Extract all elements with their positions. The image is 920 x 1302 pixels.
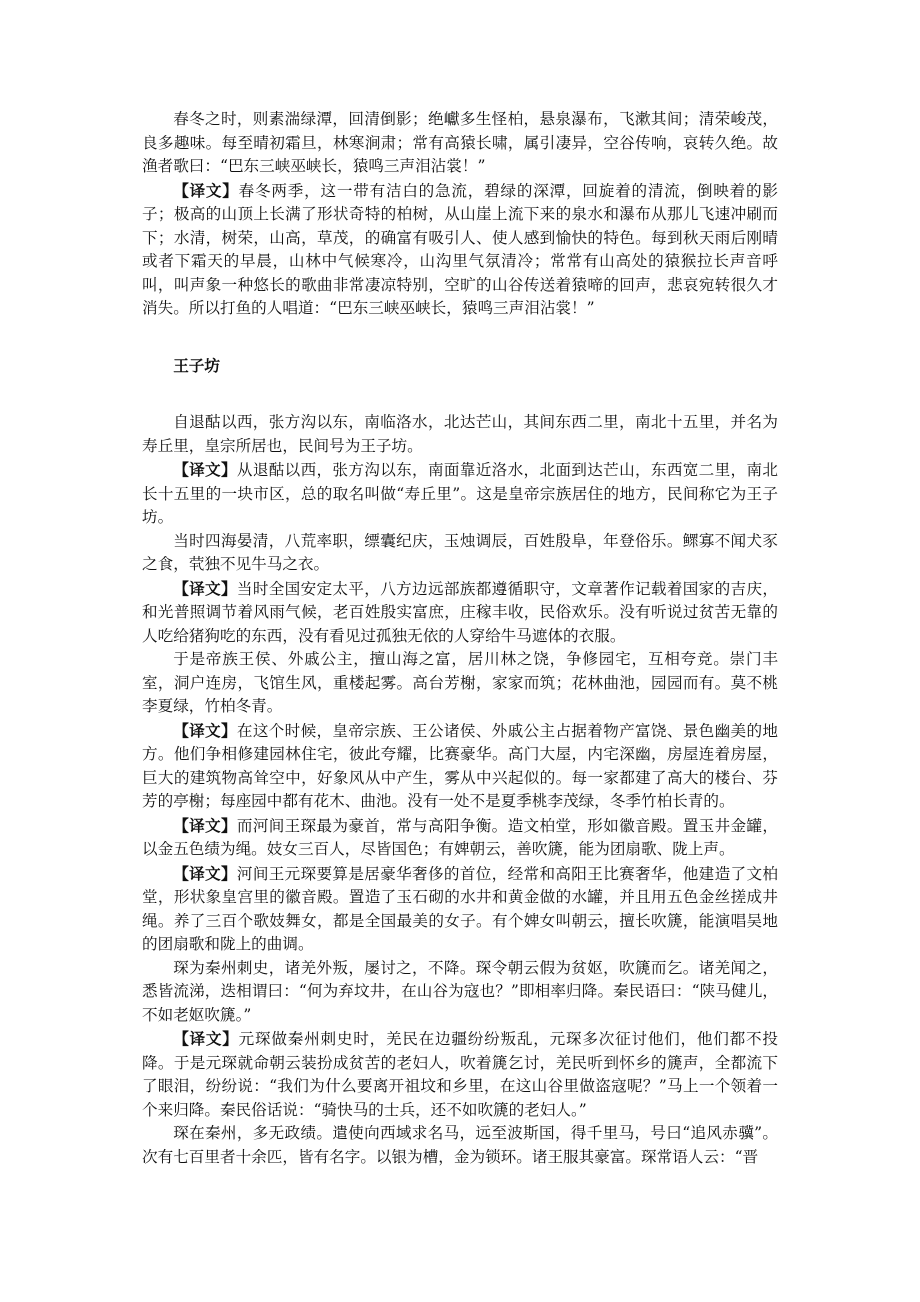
document-page	[142, 108, 778, 1298]
translation-label: 【译文】	[173, 180, 239, 200]
paragraph-translation	[142, 1027, 778, 1122]
paragraph-translation	[142, 458, 778, 530]
translation-label: 【译文】	[173, 720, 237, 740]
translation-label: 【译文】	[173, 460, 237, 479]
paragraph-translation	[142, 179, 778, 321]
paragraph-translation	[142, 814, 778, 862]
translation-label: 【译文】	[173, 578, 237, 598]
translation-text: 春冬两季，这一带有洁白的急流，碧绿的深潭，回旋着的清流，倒映着的影子；极高的山顶上长满了形状奇特的柏树，从山崖上流下来的泉水和瀑布从那儿飞速冲刷而下；水清，树荣，山高，草茂，的确富有吸引人、使人感到愉快的特色。每到秋天雨后刚晴或者下霜天的早晨，山林中气候寒冷，山沟里气氛清冷；常常有山高处的猿猴拉长声音呼叫，叫声象一种悠长的歌曲非常凄凉特别，空旷的山谷传送着猿啼的回声，悲哀宛转很久才消失。所以打鱼的人唱道：“巴东三峡巫峡长，猿鸣三声泪沾裳！”	[142, 181, 778, 317]
translation-label: 【译文】	[173, 1029, 239, 1048]
paragraph-original: 自退酤以西，张方沟以东，南临洛水，北达芒山，其间东西二里，南北十五里，并名为寿丘里，皇宗所居也，民间号为王子坊。	[142, 413, 778, 455]
paragraph-original: 于是帝族王侯、外戚公主，擅山海之富，居川林之饶，争修园宅，互相夸竞。崇门丰室，洞户连房，飞馆生风，重楼起雾。高台芳榭，家家而筑；花林曲池，园园而有。莫不桃李夏绿，竹柏冬青。	[142, 650, 778, 715]
paragraph-original: 琛为秦州刺史，诸羌外叛，屡讨之，不降。琛令朝云假为贫妪，吹篪而乞。诸羌闻之，悉皆流涕，迭相谓曰：“何为弃坟井，在山谷为寇也？”即相率归降。秦民语曰：“陕马健儿，不如老妪吹篪。”	[142, 958, 778, 1024]
paragraph-original: 琛在秦州，多无政绩。遣使向西域求名马，远至波斯国，得千里马，号曰“追风赤骥”。次有七百里者十余匹，皆有名字。以银为槽，金为锁环。诸王服其豪富。琛常语人云：“晋	[142, 1124, 778, 1166]
paragraph-original: 春冬之时，则素湍绿潭，回清倒影；绝巘多生怪柏，悬泉瀑布，飞漱其间；清荣峻茂，良多趣味。每至晴初霜旦，林寒涧肃；常有高猿长啸，属引凄异，空谷传响，哀转久绝。故渔者歌曰：“巴东三峡巫峡长，猿鸣三声泪沾裳！”	[142, 110, 778, 175]
translation-label: 【译文】	[173, 815, 237, 835]
translation-text: 当时全国安定太平，八方边远部族都遵循职守，文章著作记载着国家的吉庆，和光普照调节着风雨气候，老百姓殷实富庶，庄稼丰收，民俗欢乐。没有听说过贫苦无靠的人吃给猪狗吃的东西，没有看见过孤独无依的人穿给牛马遮体的衣服。	[142, 579, 778, 645]
translation-text: 而河间王琛最为豪首，常与高阳争衡。造文柏堂，形如徽音殿。置玉井金罐，以金五色绩为绳。妓女三百人，尽皆国色；有婢朝云，善吹篪，能为团扇歌、陇上声。	[142, 816, 778, 858]
translation-text: 在这个时候，皇帝宗族、王公诸侯、外戚公主占据着物产富饶、景色幽美的地方。他们争相修建园林住宅，彼此夸耀，比赛豪华。高门大屋，内宅深幽，房屋连着房屋，巨大的建筑物高耸空中，好象风从中产生，雾从中兴起似的。每一家都建了高大的楼台、芬芳的亭榭；每座园中都有花木、曲池。没有一处不是夏季桃李茂绿，冬季竹柏长青的。	[142, 721, 778, 810]
paragraph-translation	[142, 577, 778, 649]
translation-text: 元琛做秦州刺史时，羌民在边疆纷纷叛乱，元琛多次征讨他们，他们都不投降。于是元琛就命朝云装扮成贫苦的老妇人，吹着篪乞讨，羌民听到怀乡的篪声，全都流下了眼泪，纷纷说：“我们为什么要离开祖坟和乡里，在这山谷里做盗寇呢？”马上一个领着一个来归降。秦民俗话说：“骑快马的士兵，还不如吹篪的老妇人。”	[142, 1030, 778, 1119]
paragraph-original: 当时四海晏清，八荒率职，缥囊纪庆，玉烛调辰，百姓殷阜，年登俗乐。鳏寡不闻犬豕之食，茕独不见牛马之衣。	[142, 531, 778, 573]
paragraph-translation	[142, 719, 778, 814]
paragraph-translation	[142, 862, 778, 957]
section-heading: 王子坊	[173, 356, 220, 375]
translation-text: 从退酤以西，张方沟以东，南面靠近洛水，北面到达芒山，东西宽二里，南北长十五里的一块市区，总的取名叫做“寿丘里”。这是皇帝宗族居住的地方，民间称它为王子坊。	[142, 461, 778, 526]
translation-text: 河间王元琛要算是居豪华奢侈的首位，经常和高阳王比赛奢华，他建造了文柏堂，形状象皇宫里的徽音殿。置造了玉石砌的水井和黄金做的水罐，并且用五色金丝搓成井绳。养了三百个歌妓舞女，都是全国最美的女子。有个婢女叫朝云，擅长吹篪，能演唱吴地的团扇歌和陇上的曲调。	[142, 864, 778, 953]
translation-label: 【译文】	[173, 863, 237, 883]
